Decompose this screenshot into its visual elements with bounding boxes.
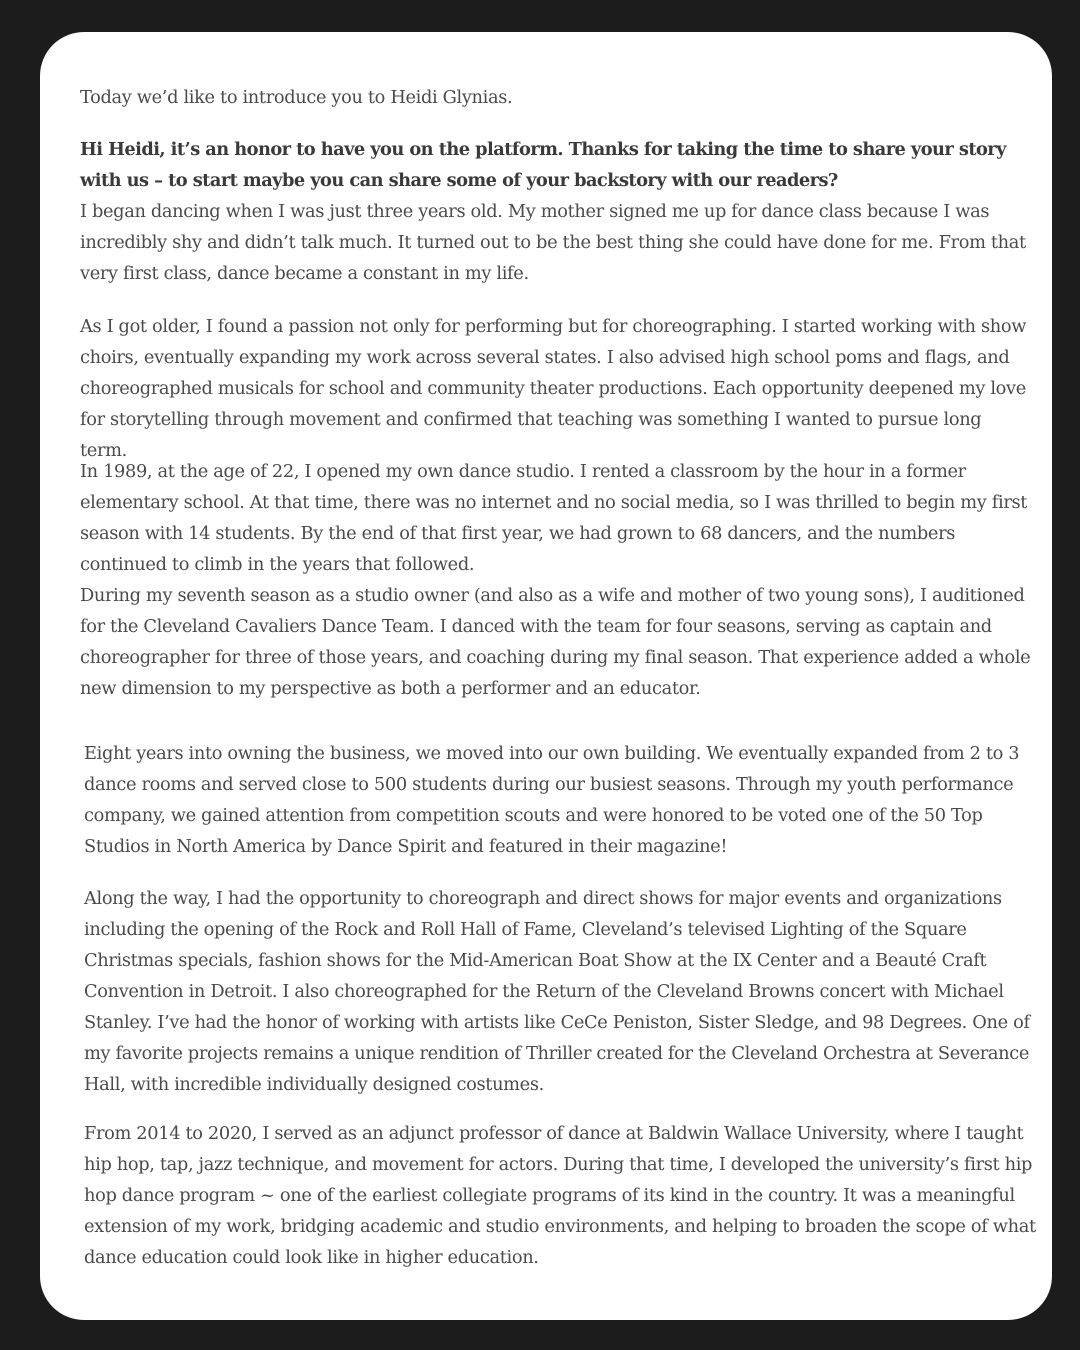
answer-paragraph-5: Eight years into owning the business, we moved into our own building. We eventually expanded from 2 to 3 dance rooms and served close to 500 students during our busiest seasons. Through my youth performance company, we gained attention from competition scouts and were honored to be voted one of the 50 Top Studios in North America by Dance Spirit and featured in their magazine! <box>84 743 1020 857</box>
answer-paragraph-4: During my seventh season as a studio owner (and also as a wife and mother of two young sons), I auditioned for the Cleveland Cavaliers Dance Team. I danced with the team for four seasons, serving as captain and choreographer for three of those years, and coaching during my final season. That experience added a whole new dimension to my perspective as both a performer and an educator. <box>80 585 1031 699</box>
intro-text: Today we’d like to introduce you to Heidi Glynias. <box>80 87 513 108</box>
answer-paragraph-3: In 1989, at the age of 22, I opened my own dance studio. I rented a classroom by the hour in a former elementary school. At that time, there was no internet and no social media, so I was thrilled to begin my first season with 14 students. By the end of that first year, we had grown to 68 dancers, and the numbers continued to climb in the years that followed. <box>80 461 1028 575</box>
answer-paragraph-7: From 2014 to 2020, I served as an adjunct professor of dance at Baldwin Wallace University, where I taught hip hop, tap, jazz technique, and movement for actors. During that time, I developed the university’s first hip hop dance program ~ one of the earliest collegiate programs of its kind in the country. It was a meaningful extension of my work, bridging academic and studio environments, and helping to broaden the scope of what dance education could look like in higher education. <box>84 1123 1036 1268</box>
answer-paragraph-6: Along the way, I had the opportunity to choreograph and direct shows for major events and organizations including the opening of the Rock and Roll Hall of Fame, Cleveland’s televised Lighting of the Square Christmas specials, fashion shows for the Mid-American Boat Show at the IX Center and a Beauté Craft Convention in Detroit. I also choreographed for the Return of the Cleveland Browns concert with Michael Stanley. I’ve had the honor of working with artists like CeCe Peniston, Sister Sledge, and 98 Degrees. One of my favorite projects remains a unique rendition of Thriller created for the Cleveland Orchestra at Severance Hall, with incredible individually designed costumes. <box>84 888 1030 1095</box>
interview-question: Hi Heidi, it’s an honor to have you on the platform. Thanks for taking the time to share your story with us – to start maybe you can share some of your backstory with our readers? <box>80 139 1006 191</box>
answer-paragraph-2: As I got older, I found a passion not only for performing but for choreographing. I started working with show choirs, eventually expanding my work across several states. I also advised high school poms and flags, and choreographed musicals for school and community theater productions. Each opportunity deepened my love for storytelling through movement and confirmed that teaching was something I wanted to pursue long term. <box>80 316 1027 461</box>
answer-paragraph-1: I began dancing when I was just three years old. My mother signed me up for dance class because I was incredibly shy and didn’t talk much. It turned out to be the best thing she could have done for me. From that very first class, dance became a constant in my life. <box>80 201 1026 284</box>
